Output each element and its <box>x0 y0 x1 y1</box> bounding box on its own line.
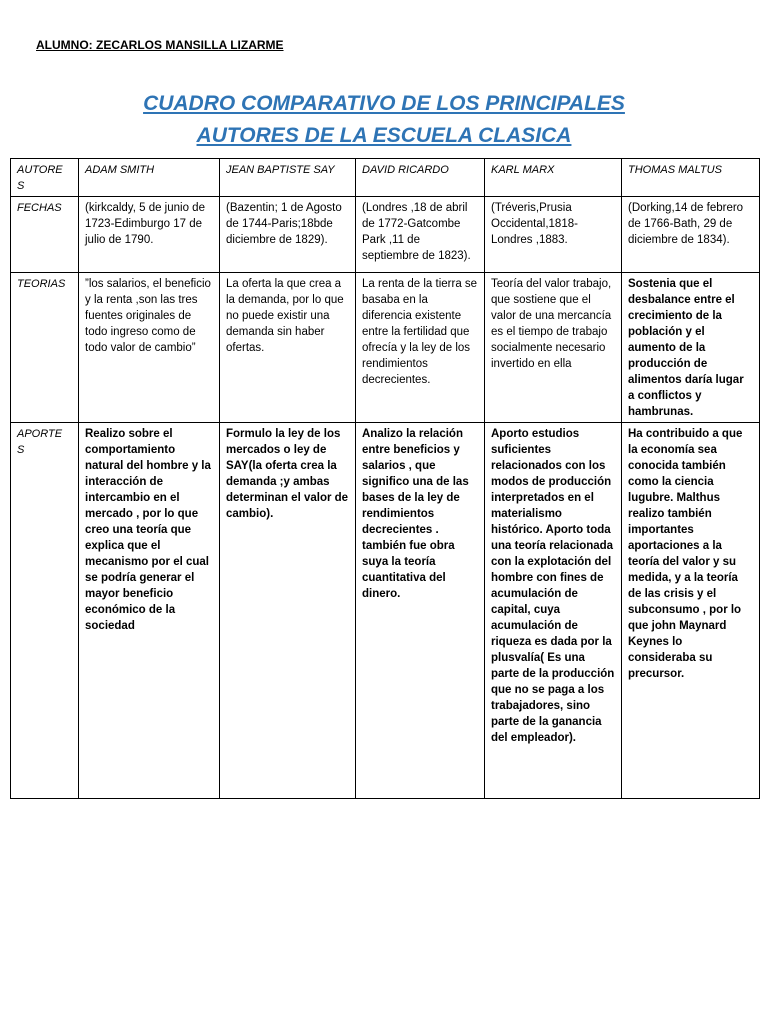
table-cell: La renta de la tierra se basaba en la diferencia existente entre la fertilidad que ofrecía y la ley de los rendimientos decrecientes. <box>356 273 485 423</box>
row-label-aportes: APORTE S <box>11 423 79 799</box>
table-cell: (Londres ,18 de abril de 1772-Gatcombe Park ,11 de septiembre de 1823). <box>356 197 485 273</box>
table-cell: (kirkcaldy, 5 de junio de 1723-Edimburgo 17 de julio de 1790. <box>79 197 220 273</box>
table-cell: (Bazentin; 1 de Agosto de 1744-Paris;18bde diciembre de 1829). <box>220 197 356 273</box>
table-cell: Formulo la ley de los mercados o ley de SAY(la oferta crea la demanda ;y ambas determinan el valor de cambio). <box>220 423 356 799</box>
table-cell: Realizo sobre el comportamiento natural del hombre y la interacción de intercambio en el mercado , por lo que creo una teoría que explica que el mecanismo por el cual se podría generar el mayor beneficio económico de la sociedad <box>79 423 220 799</box>
title-line-1: CUADRO COMPARATIVO DE LOS PRINCIPALES <box>143 92 625 115</box>
table-cell: ”los salarios, el beneficio y la renta ,son las tres fuentes originales de todo ingreso como de todo valor de cambio” <box>79 273 220 423</box>
table-cell: Analizo la relación entre beneficios y salarios , que significo una de las bases de la ley de rendimientos decrecientes . también fue obra suya la teoría cuantitativa del dinero. <box>356 423 485 799</box>
table-row-teorias <box>11 273 760 423</box>
row-label-teorias: TEORIAS <box>11 273 79 423</box>
table-cell: Aporto estudios suficientes relacionados con los modos de producción interpretados en el materialismo histórico. Aporto toda una teoría relacionada con la explotación del hombre con fines de acumulación de capital, cuya acumulación de riqueza es dada por la plusvalía( Es una parte de la producción que no se paga a los trabajadores, sino parte de la ganancia del empleador). <box>485 423 622 799</box>
header-corner-cell: AUTORE S <box>11 159 79 197</box>
header-author-david-ricardo: DAVID RICARDO <box>356 159 485 197</box>
title-line-2: AUTORES DE LA ESCUELA CLASICA <box>196 124 572 147</box>
table-row-fechas <box>11 197 760 273</box>
table-cell: La oferta la que crea a la demanda, por lo que no puede existir una demanda sin haber ofertas. <box>220 273 356 423</box>
header-author-jean-baptiste-say: JEAN BAPTISTE SAY <box>220 159 356 197</box>
table-header-row <box>11 159 760 197</box>
comparison-table <box>10 158 760 799</box>
header-author-adam-smith: ADAM SMITH <box>79 159 220 197</box>
table-cell: Ha contribuido a que la economía sea conocida también como la ciencia lugubre. Malthus realizo también importantes aportaciones a la teoría del valor y su medida, y a la teoría de las crisis y el subconsumo , por lo que john Maynard Keynes lo consideraba su precursor. <box>622 423 760 799</box>
table-cell: (Tréveris,Prusia Occidental,1818-Londres ,1883. <box>485 197 622 273</box>
header-author-thomas-maltus: THOMAS MALTUS <box>622 159 760 197</box>
row-label-fechas: FECHAS <box>11 197 79 273</box>
document-title <box>0 88 768 152</box>
table-cell: Sostenia que el desbalance entre el crecimiento de la población y el aumento de la producción de alimentos daría lugar a conflictos y hambrunas. <box>622 273 760 423</box>
header-author-karl-marx: KARL MARX <box>485 159 622 197</box>
table-cell: Teoría del valor trabajo, que sostiene que el valor de una mercancía es el tiempo de trabajo socialmente necesario invertido en ella <box>485 273 622 423</box>
table-row-aportes <box>11 423 760 799</box>
table-cell: (Dorking,14 de febrero de 1766-Bath, 29 de diciembre de 1834). <box>622 197 760 273</box>
student-name: ALUMNO: ZECARLOS MANSILLA LIZARME <box>36 38 284 52</box>
